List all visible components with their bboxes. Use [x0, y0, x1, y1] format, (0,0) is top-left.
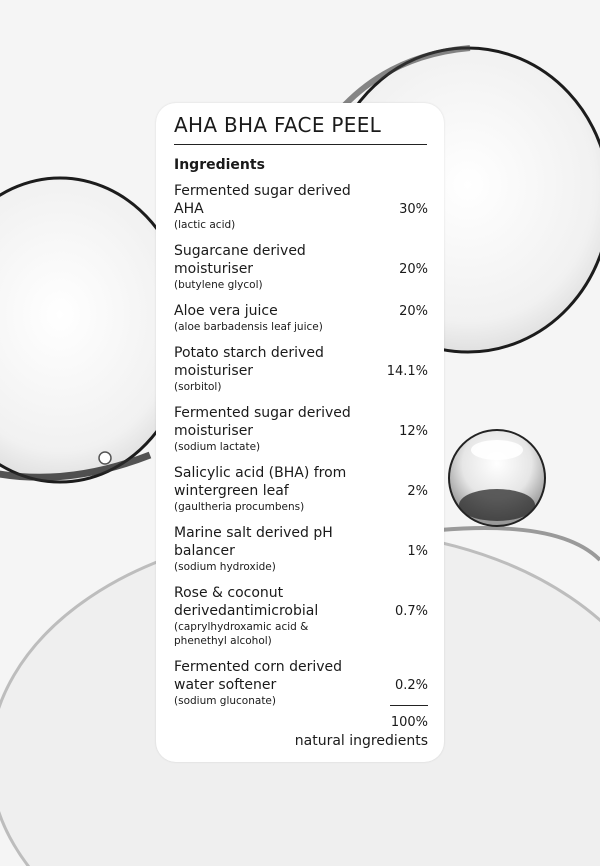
total-percent: 100%	[390, 715, 428, 730]
ingredient-inci: (sorbitol)	[174, 381, 222, 393]
ingredient-row	[174, 584, 428, 648]
ingredient-inci: (butylene glycol)	[174, 279, 263, 291]
ingredient-inci: (sodium hydroxide)	[174, 561, 276, 573]
ingredient-name: Fermented sugar derived moisturiser	[174, 405, 351, 439]
ingredient-inci: (sodium lactate)	[174, 441, 261, 453]
ingredient-inci: (aloe barbadensis leaf juice)	[174, 321, 323, 333]
ingredient-name: Marine salt derived pH balancer	[174, 525, 333, 559]
total-label: natural ingredients	[294, 733, 428, 749]
ingredient-row	[174, 242, 428, 292]
ingredient-percent: 14.1%	[386, 364, 428, 379]
ingredient-percent: 20%	[399, 304, 428, 319]
product-title: AHA BHA FACE PEEL	[174, 113, 382, 137]
ingredient-row	[174, 302, 428, 334]
ingredient-percent: 0.2%	[394, 678, 428, 693]
ingredient-row	[174, 344, 428, 394]
total-divider	[390, 705, 428, 706]
ingredients-card	[156, 103, 444, 762]
ingredient-row	[174, 464, 428, 514]
ingredient-percent: 2%	[407, 484, 428, 499]
ingredient-inci: (lactic acid)	[174, 219, 236, 231]
ingredient-percent: 12%	[399, 424, 428, 439]
ingredient-percent: 0.7%	[394, 604, 428, 619]
tiny-bubble	[99, 452, 111, 464]
ingredient-inci: (caprylhydroxamic acid & phenethyl alcohol)	[174, 621, 309, 647]
ingredient-percent: 30%	[399, 202, 428, 217]
ingredient-name: Sugarcane derived moisturiser	[174, 243, 306, 277]
ingredient-name: Rose & coconut derivedantimicrobial	[174, 585, 319, 619]
ingredients-heading: Ingredients	[174, 157, 265, 173]
ingredient-percent: 20%	[399, 262, 428, 277]
ingredient-name: Potato starch derived moisturiser	[174, 345, 324, 379]
ingredient-name: Salicylic acid (BHA) from wintergreen leaf	[174, 465, 347, 499]
ingredient-row	[174, 404, 428, 454]
ingredient-name: Fermented corn derived water softener	[174, 659, 342, 693]
ingredient-inci: (gaultheria procumbens)	[174, 501, 305, 513]
ingredient-percent: 1%	[407, 544, 428, 559]
ingredient-name: Fermented sugar derived AHA	[174, 183, 351, 217]
title-divider	[174, 144, 427, 145]
ingredient-row	[174, 658, 428, 708]
ingredient-row	[174, 182, 428, 232]
ingredient-inci: (sodium gluconate)	[174, 695, 276, 707]
ingredient-name: Aloe vera juice	[174, 303, 278, 319]
ingredient-row	[174, 524, 428, 574]
